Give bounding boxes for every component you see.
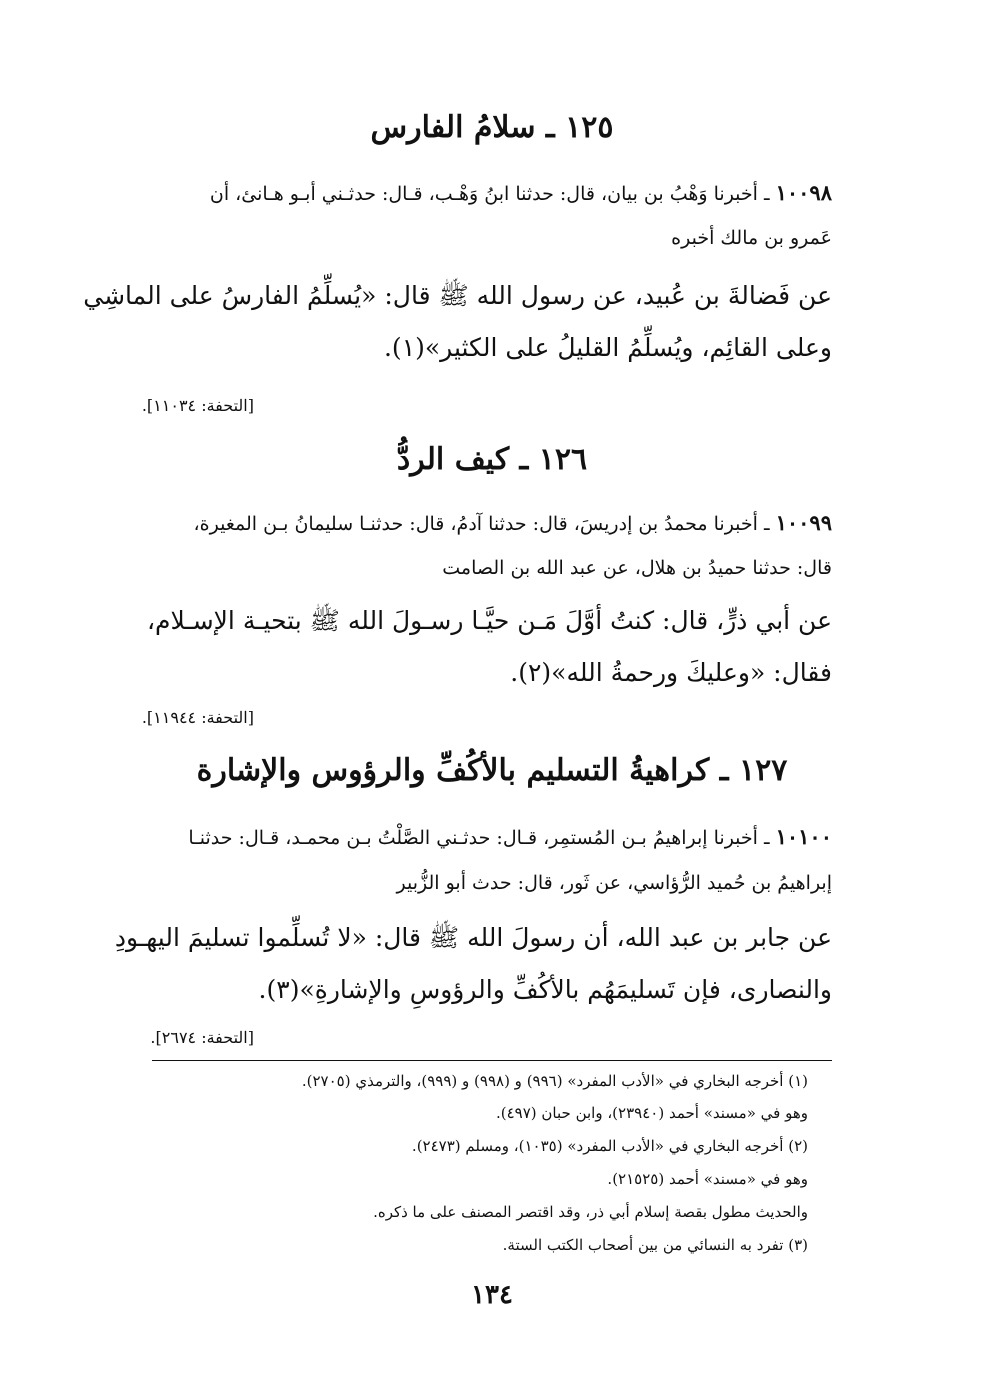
isnad-line: قال: حدثنا حميدُ بن هلال، عن عبد الله بن الصامت: [442, 557, 832, 579]
hadith-number: ١٠٠٩٩: [775, 510, 832, 535]
isnad-line: [142, 824, 832, 849]
chapter-title: ١٢٦ ـ كيف الردُّ: [396, 442, 588, 477]
footnote-line: وهو في «مسند» أحمد (٢٣٩٤٠)، وابن حبان (٤٩٧).: [496, 1104, 808, 1122]
hadith-number: ١٠١٠٠: [775, 824, 832, 849]
tuhfa-reference: [التحفة: ١١٠٣٤].: [141, 396, 254, 415]
page-number: ١٣٤: [471, 1280, 513, 1310]
footnote-line: وهو في «مسند» أحمد (٢١٥٢٥).: [607, 1170, 808, 1188]
chapter-title: ١٢٥ ـ سلامُ الفارس: [370, 110, 614, 145]
matn-line: وعلى القائِم، ويُسلِّمُ القليلُ على الكثير»(١).: [383, 333, 832, 362]
footnote-line: (٢) أخرجه البخاري في «الأدب المفرد» (١٠٣٥)، ومسلم (٢٤٧٣).: [411, 1137, 808, 1155]
matn-line: والنصارى، فإن تَسليمَهُم بالأكُفِّ والرؤوسِ والإشارةِ»(٣).: [258, 975, 832, 1004]
matn-line: عن أبي ذرٍّ، قال: كنتُ أوَّلَ مَـن حيَّـا رسـولَ الله ﷺ بتحيـة الإسـلام،: [146, 606, 832, 635]
matn-line: فقال: «وعليكَ ورحمةُ الله»(٢).: [510, 658, 832, 687]
isnad-line: عَمرو بن مالك أخبره: [671, 227, 832, 249]
isnad-line: [142, 510, 832, 535]
tuhfa-reference: [التحفة: ٢٦٧٤].: [150, 1028, 254, 1047]
footnote-separator: [152, 1060, 832, 1061]
isnad-text: ـ أخبرنا إبراهيمُ بـن المُستمِر، قـال: حدثـني الصَّلْتُ بـن محمـد، قـال: حدثنـا: [188, 827, 770, 849]
hadith-number: ١٠٠٩٨: [775, 180, 832, 205]
chapter-title: ١٢٧ ـ كراهيةُ التسليم بالأكُفِّ والرؤوس والإشارة: [196, 753, 788, 788]
isnad-text: ـ أخبرنا وَهْبُ بن بيان، قال: حدثنا ابنُ وَهْـب، قـال: حدثـني أبـو هـانئ، أن: [209, 183, 770, 205]
isnad-text: ـ أخبرنا محمدُ بن إدريسَ، قال: حدثنا آدمُ، قال: حدثنـا سليمانُ بـن المغيرة،: [193, 513, 770, 535]
matn-line: عن جابر بن عبد الله، أن رسولَ الله ﷺ قال: «لا تُسلِّموا تسليمَ اليهـودِ: [114, 923, 832, 952]
tuhfa-reference: [التحفة: ١١٩٤٤].: [141, 708, 254, 727]
isnad-line: [142, 180, 832, 205]
footnote-line: (٣) تفرد به النسائي من بين أصحاب الكتب الستة.: [502, 1236, 808, 1254]
matn-line: عن فَضالةَ بن عُبيد، عن رسول الله ﷺ قال: «يُسلِّمُ الفارسُ على الماشِي: [83, 281, 832, 310]
isnad-line: إبراهيمُ بن حُميد الرُّؤاسي، عن ثَور، قال: حدث أبو الزُّبير: [396, 872, 832, 894]
footnote-line: والحديث مطول بقصة إسلام أبي ذر، وقد اقتصر المصنف على ما ذكره.: [373, 1203, 808, 1221]
footnote-line: (١) أخرجه البخاري في «الأدب المفرد» (٩٩٦) و (٩٩٨) و (٩٩٩)، والترمذي (٢٧٠٥).: [301, 1072, 808, 1090]
